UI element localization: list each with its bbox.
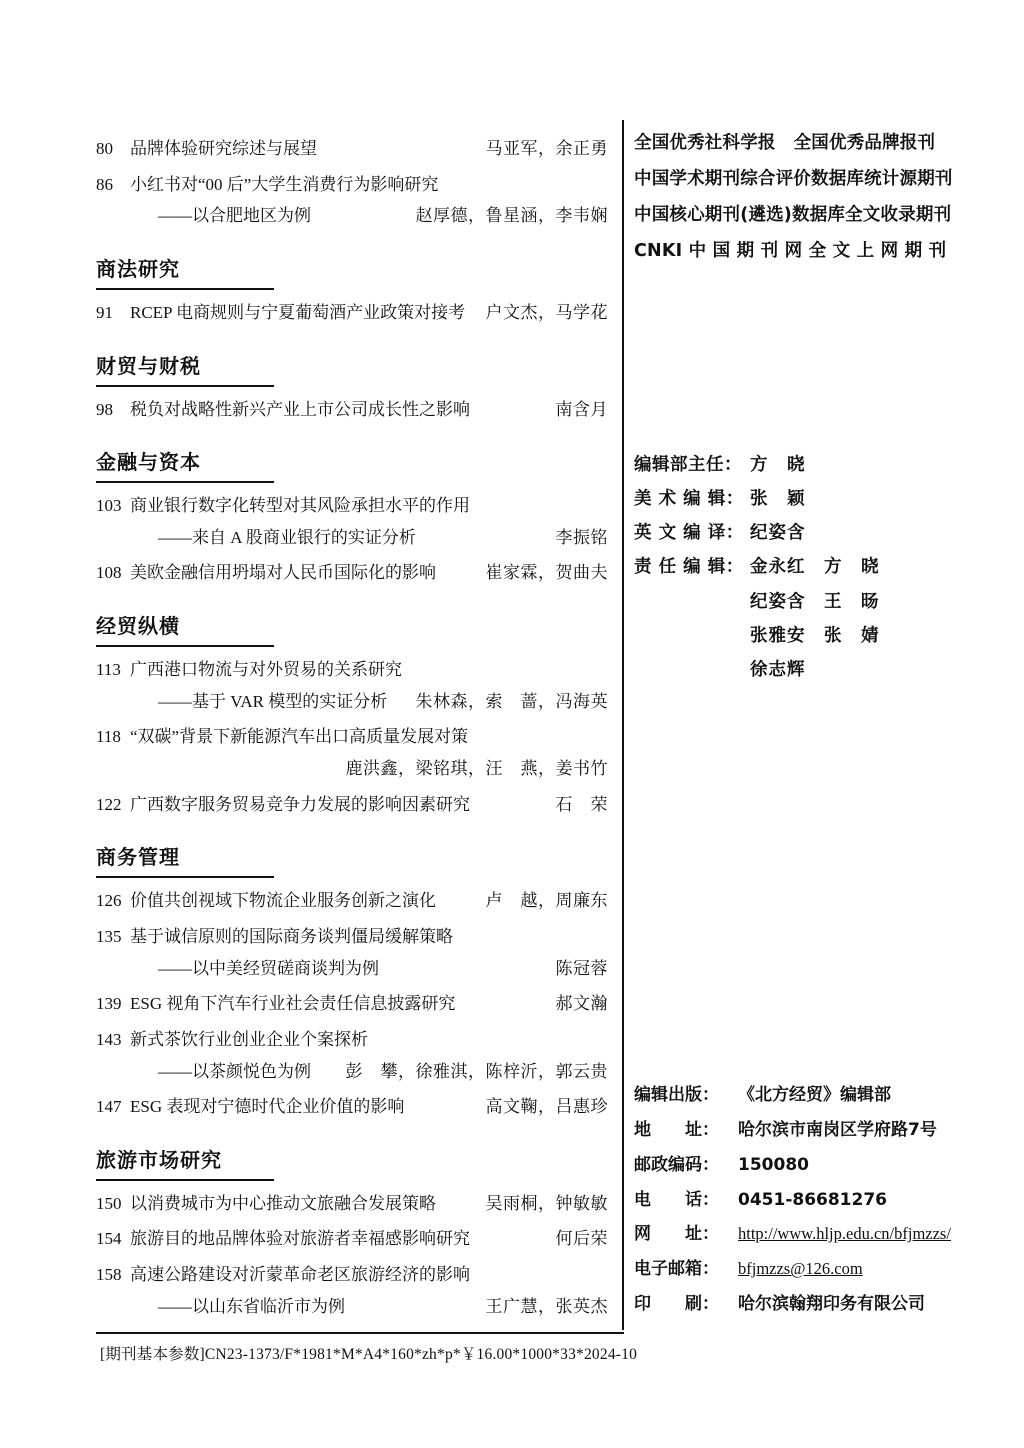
toc-page-number: 150 [96, 1193, 122, 1213]
section-heading-rule [96, 481, 274, 483]
imprint-link[interactable]: http://www.hljp.edu.cn/bfjmzzs/ [738, 1224, 951, 1244]
staff-value: 徐志辉 [750, 659, 806, 680]
imprint-label: 编辑出版： [634, 1085, 719, 1105]
toc-authors: 李振铭 [555, 527, 608, 547]
imprint-row [634, 1148, 974, 1183]
toc-subtitle-row [96, 204, 608, 229]
toc-title: 以消费城市为中心推动文旅融合发展策略 [130, 1193, 436, 1213]
table-of-contents [96, 126, 608, 1319]
toc-page-number: 98 [96, 399, 113, 419]
staff-value: 金永红 方 晓 [750, 557, 880, 578]
toc-subtitle-row [96, 690, 608, 715]
toc-entry [96, 173, 608, 198]
toc-page-number: 108 [96, 563, 122, 583]
toc-entry [96, 925, 608, 950]
section-heading-rule [96, 1179, 274, 1181]
imprint-block [634, 1078, 974, 1322]
toc-title: 高速公路建设对沂蒙革命老区旅游经济的影响 [130, 1265, 470, 1285]
imprint-value[interactable] [738, 1252, 974, 1287]
award-line-1 [634, 126, 964, 162]
toc-authors: 南含月 [555, 399, 608, 419]
section-heading-label: 金融与资本 [96, 450, 201, 475]
toc-subtitle: ——以茶颜悦色为例 [158, 1061, 311, 1081]
toc-title: 税负对战略性新兴产业上市公司成长性之影响 [130, 399, 470, 419]
staff-label: 美 术 编 辑： [634, 489, 744, 510]
toc-subtitle-row [96, 526, 608, 551]
awards-block [634, 126, 964, 270]
imprint-label: 地 址： [634, 1119, 719, 1140]
imprint-value: 哈尔滨市南岗区学府路7号 [738, 1119, 937, 1140]
section-heading-rule [96, 288, 274, 290]
toc-authors: 彭 攀，徐雅淇，陈梓沂，郭云贵 [345, 1061, 608, 1081]
staff-row [634, 653, 974, 687]
staff-row [634, 516, 974, 550]
section-heading [96, 253, 608, 290]
toc-title: ESG 表现对宁德时代企业价值的影响 [130, 1097, 405, 1117]
toc-entry [96, 1263, 608, 1288]
toc-page-number: 113 [96, 660, 121, 680]
toc-title: 基于诚信原则的国际商务谈判僵局缓解策略 [130, 926, 453, 946]
toc-title: 品牌体验研究综述与展望 [130, 139, 317, 158]
section-heading-label: 旅游市场研究 [96, 1147, 222, 1172]
toc-entry [96, 725, 608, 750]
award-line-2: 中国学术期刊综合评价数据库统计源期刊 [634, 168, 953, 189]
toc-title: 美欧金融信用坍塌对人民币国际化的影响 [130, 563, 436, 583]
section-heading [96, 610, 608, 647]
toc-authors: 石 荣 [555, 794, 608, 814]
toc-subtitle: ——以合肥地区为例 [158, 206, 311, 226]
imprint-value[interactable] [738, 1217, 974, 1252]
staff-row [634, 550, 974, 584]
staff-value: 纪姿含 王 旸 [750, 591, 880, 612]
toc-entry [96, 494, 608, 519]
toc-entry [96, 658, 608, 683]
section-heading-label: 商务管理 [96, 845, 180, 870]
toc-subtitle-row [96, 1295, 608, 1320]
toc-title: 商业银行数字化转型对其风险承担水平的作用 [130, 496, 470, 516]
toc-subtitle-row [96, 957, 608, 982]
toc-subtitle: ——来自 A 股商业银行的实证分析 [158, 527, 416, 547]
imprint-value: 150080 [738, 1154, 809, 1175]
toc-page-number: 103 [96, 496, 122, 516]
toc-title: 价值共创视域下物流企业服务创新之演化 [130, 891, 436, 911]
toc-page-number: 135 [96, 926, 122, 946]
toc-entry [96, 561, 608, 586]
toc-title: 旅游目的地品牌体验对旅游者幸福感影响研究 [130, 1229, 470, 1249]
toc-authors: 郝文瀚 [555, 994, 608, 1014]
toc-title: 广西港口物流与对外贸易的关系研究 [130, 660, 402, 680]
awards-list [634, 126, 964, 270]
section-heading-label: 财贸与财税 [96, 353, 201, 378]
imprint-label: 印 刷： [634, 1294, 719, 1315]
section-heading [96, 350, 608, 387]
section-heading-rule [96, 876, 274, 878]
toc-page-number: 126 [96, 891, 122, 911]
section-heading-rule [96, 385, 274, 387]
award-line-1-right: 全国优秀品牌报刊 [793, 133, 936, 153]
imprint-row [634, 1252, 974, 1287]
toc-authors: 高文鞠，吕惠珍 [485, 1097, 608, 1117]
imprint-label: 网 址： [634, 1224, 719, 1245]
toc-subtitle: ——以山东省临沂市为例 [158, 1296, 345, 1316]
toc-title: 新式茶饮行业创业企业个案探析 [130, 1029, 368, 1049]
imprint-value: 0451-86681276 [738, 1189, 887, 1210]
toc-entry [96, 137, 608, 162]
staff-label: 编辑部主任： [634, 455, 742, 475]
section-heading-label: 经贸纵横 [96, 614, 180, 639]
toc-entry [96, 793, 608, 818]
toc-authors: 朱林森，索 蔷，冯海英 [415, 691, 608, 711]
toc-authors: 何后荣 [555, 1229, 608, 1249]
staff-value: 张雅安 张 婧 [750, 625, 880, 646]
toc-authors: 王广慧，张英杰 [485, 1296, 608, 1316]
toc-page-number: 139 [96, 994, 122, 1014]
toc-page-number: 122 [96, 794, 122, 814]
toc-authors: 卢 越，周廉东 [485, 891, 608, 911]
toc-entry [96, 1192, 608, 1217]
imprint-value: 哈尔滨翰翔印务有限公司 [738, 1294, 925, 1315]
toc-title: 小红书对“00 后”大学生消费行为影响研究 [130, 174, 439, 194]
toc-authors: 赵厚德，鲁星涵，李韦娴 [415, 206, 608, 226]
toc-entry [96, 1028, 608, 1053]
toc-entry [96, 301, 608, 326]
staff-label: 英 文 编 译： [634, 523, 744, 544]
section-heading-rule [96, 645, 274, 647]
toc-authors: 马亚军，余正勇 [485, 139, 608, 158]
section-heading-label: 商法研究 [96, 256, 180, 281]
toc-entry [96, 398, 608, 423]
section-heading [96, 446, 608, 483]
toc-entry [96, 889, 608, 914]
toc-authors: 吴雨桐，钟敏敏 [485, 1193, 608, 1213]
staff-row [634, 482, 974, 516]
imprint-row [634, 1078, 974, 1113]
toc-page-number: 80 [96, 139, 113, 158]
section-heading [96, 841, 608, 878]
staff-value: 纪姿含 [750, 523, 806, 544]
toc-subtitle-row [96, 1060, 608, 1085]
toc-entry [96, 1227, 608, 1252]
imprint-link[interactable]: bfjmzzs@126.com [738, 1259, 863, 1279]
staff-row [634, 619, 974, 653]
toc-page-number: 158 [96, 1265, 122, 1285]
staff-row [634, 585, 974, 619]
toc-authors-row [96, 757, 608, 782]
section-heading [96, 1144, 608, 1181]
toc-entry [96, 1095, 608, 1120]
toc-authors: 鹿洪鑫，梁铭琪，汪 燕，姜书竹 [345, 759, 608, 779]
footer-divider [96, 1332, 624, 1334]
toc-subtitle: ——基于 VAR 模型的实证分析 [158, 691, 388, 711]
award-line-1-left: 全国优秀社科学报 [634, 133, 776, 153]
award-line-4: CNKI 中 国 期 刊 网 全 文 上 网 期 刊 [634, 240, 947, 261]
imprint-label: 电 话： [634, 1189, 719, 1210]
staff-value: 方 晓 [750, 455, 806, 475]
toc-page-number: 143 [96, 1029, 122, 1049]
toc-title: 广西数字服务贸易竞争力发展的影响因素研究 [130, 794, 470, 814]
imprint-row [634, 1183, 974, 1218]
imprint-value: 《北方经贸》编辑部 [738, 1085, 891, 1105]
imprint-label: 邮政编码： [634, 1154, 719, 1175]
toc-page-number: 86 [96, 174, 113, 194]
toc-title: ESG 视角下汽车行业社会责任信息披露研究 [130, 994, 456, 1014]
vertical-divider [622, 120, 624, 1330]
award-line-3: 中国核心期刊(遴选)数据库全文收录期刊 [634, 204, 952, 225]
toc-title: RCEP 电商规则与宁夏葡萄酒产业政策对接考 [130, 302, 466, 322]
staff-value: 张 颖 [750, 489, 806, 510]
toc-authors: 陈冠蓉 [555, 958, 608, 978]
imprint-label: 电子邮箱： [634, 1259, 719, 1280]
imprint-row [634, 1217, 974, 1252]
journal-parameters: [期刊基本参数]CN23-1373/F*1981*M*A4*160*zh*p*￥16.00*1000*33*2024-10 [100, 1346, 638, 1363]
staff-label: 责 任 编 辑： [634, 557, 744, 578]
toc-page-number: 147 [96, 1097, 122, 1117]
toc-page-number: 154 [96, 1229, 122, 1249]
toc-title: “双碳”背景下新能源汽车出口高质量发展对策 [130, 727, 469, 747]
staff-row [634, 448, 974, 482]
toc-entry [96, 992, 608, 1017]
toc-authors: 崔家霖，贺曲夫 [485, 563, 608, 583]
toc-page-number: 118 [96, 727, 121, 747]
toc-subtitle: ——以中美经贸磋商谈判为例 [158, 958, 379, 978]
toc-page-number: 91 [96, 302, 113, 322]
imprint-row [634, 1113, 974, 1148]
editorial-staff-block [634, 448, 974, 687]
toc-authors: 户文杰，马学花 [485, 302, 608, 322]
imprint-row [634, 1287, 974, 1322]
